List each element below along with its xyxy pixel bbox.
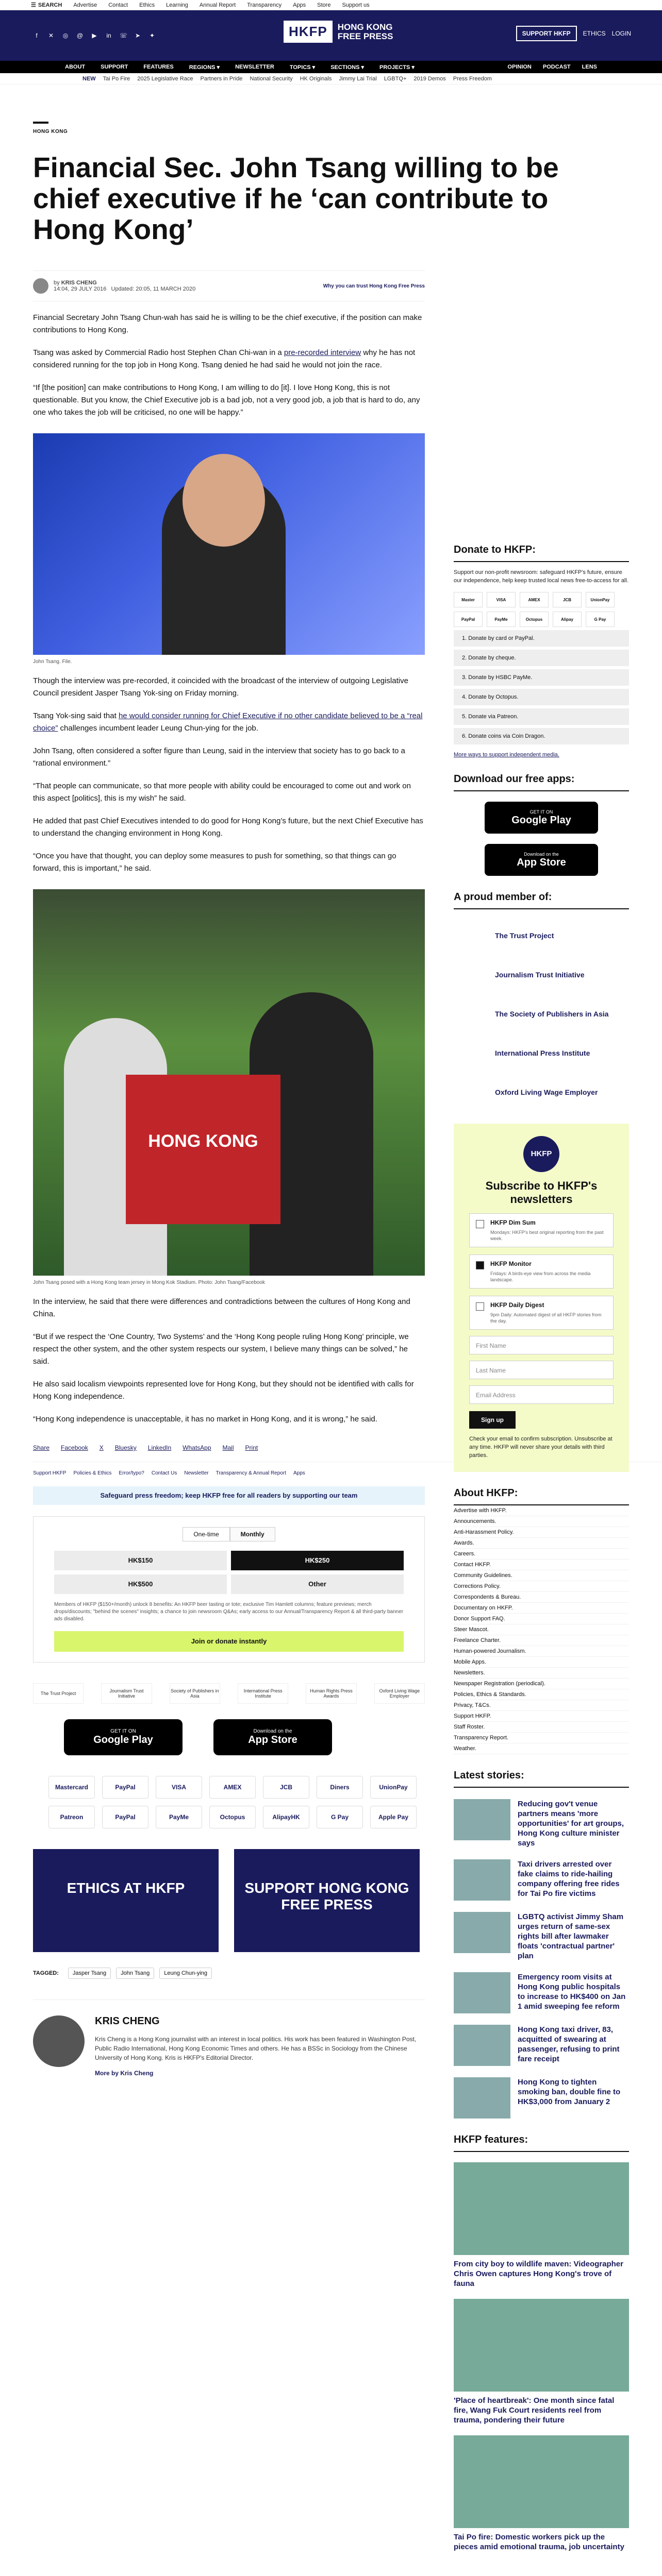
checkbox[interactable]	[476, 1220, 484, 1228]
card-logos	[454, 592, 629, 627]
paragraph: He also said localism viewpoints represented love for Hong Kong, but they should not be identified with calls for Hong Kong independence.	[33, 1380, 414, 1401]
site-header	[0, 10, 662, 61]
member-logo[interactable]: Journalism Trust Initiative	[495, 971, 585, 979]
about-link[interactable]: Transparency Report.	[454, 1733, 629, 1743]
card-logo: PayMe	[487, 612, 516, 627]
email-input[interactable]: Email Address	[469, 1385, 614, 1404]
subnav-item[interactable]: Jimmy Lai Trial	[339, 75, 377, 82]
latest-story[interactable]: Hong Kong taxi driver, 83, acquitted of swearing at passenger, refusing to print fare receipt	[454, 2025, 629, 2066]
checkbox-checked[interactable]	[476, 1261, 484, 1269]
consider-running-link[interactable]: he would consider running for Chief Executive if no other candidate believed to be a “real choice”	[33, 711, 423, 733]
instagram-icon[interactable]: ◎	[62, 32, 69, 39]
x-icon[interactable]: ✕	[48, 32, 54, 39]
card-logo: VISA	[487, 592, 516, 607]
share-label: Share	[33, 1444, 50, 1451]
meta-link[interactable]: Contact Us	[151, 1470, 177, 1476]
badge[interactable]: Human Rights Press Awards	[306, 1683, 356, 1704]
about-link[interactable]: Careers.	[454, 1549, 629, 1560]
latest-story[interactable]: Reducing gov't venue partners means 'more opportunities' for art groups, Hong Kong culture minister says	[454, 1799, 629, 1848]
nav-item[interactable]: SUPPORT	[101, 64, 128, 70]
about-link[interactable]: Newsletters.	[454, 1668, 629, 1679]
subscribe-heading: Subscribe to HKFP's newsletters	[485, 1179, 598, 1206]
member-logo[interactable]: The Trust Project	[495, 931, 554, 940]
badge[interactable]: Oxford Living Wage Employer	[374, 1683, 425, 1704]
paragraph: “If [the position] can make contributions to Hong Kong, I am willing to do [it]. I love Hong Kong, this is not questionable. But you know, the Chief Executive job is a bad job, not a very good job, a job that is hard to do, any one who takes the job will be criticised, no one will be happy.”	[33, 383, 420, 417]
feature-story[interactable]: Tai Po fire: Domestic workers pick up the pieces amid emotional trauma, job uncertainty	[454, 2435, 629, 2552]
badge[interactable]: Journalism Trust Initiative	[101, 1683, 152, 1704]
subnav-item[interactable]: LGBTQ+	[384, 75, 407, 82]
article-body	[33, 312, 425, 1426]
latest-story[interactable]: Taxi drivers arrested over fake claims to ride-hailing company offering free rides for Tai Po fire victims	[454, 1859, 629, 1901]
paragraph: He added that past Chief Executives intended to do good for Hong Kong’s future, but the next Chief Executive has to understand the changing environment in Hong Kong.	[33, 817, 423, 838]
nav-item[interactable]: ABOUT	[65, 64, 86, 70]
logo-text: HONG KONG FREE PRESS	[337, 22, 393, 41]
support-hkfp-button[interactable]: SUPPORT HKFP	[516, 26, 577, 41]
donate-option[interactable]: 3. Donate by HSBC PayMe.	[454, 669, 629, 686]
about-link[interactable]: Community Guidelines.	[454, 1570, 629, 1581]
payment-icon[interactable]: PayPal	[102, 1806, 148, 1828]
share-linkedin[interactable]: LinkedIn	[147, 1444, 172, 1451]
more-ways-link[interactable]: More ways to support independent media.	[454, 752, 559, 758]
about-heading: About HKFP:	[454, 1487, 629, 1505]
monthly-tab[interactable]: Monthly	[230, 1527, 275, 1541]
donate-text: Support our non-profit newsroom: safeguard HKFP's future, ensure our independence, help keep trusted local news free-to-access for all.	[454, 569, 628, 584]
sidebar-google-play[interactable]: GET IT ON Google Play	[485, 802, 598, 834]
about-link[interactable]: Awards.	[454, 1538, 629, 1549]
meta-link[interactable]: Apps	[293, 1470, 305, 1476]
hkfp-circle-logo: HKFP	[523, 1136, 559, 1172]
paragraph: “Hong Kong independence is unacceptable, it has no market in Hong Kong, and it is wrong,” he said.	[33, 1415, 377, 1423]
payment-icon[interactable]: G Pay	[317, 1806, 363, 1828]
card-logo: Master	[454, 592, 483, 607]
paragraph: John Tsang, often considered a softer figure than Leung, said in the interview that society has to go back to a “rational environment.”	[33, 747, 405, 768]
badge[interactable]: Society of Publishers in Asia	[170, 1683, 220, 1704]
features-heading: HKFP features:	[454, 2134, 629, 2152]
member-logo[interactable]: International Press Institute	[495, 1049, 590, 1057]
frequency-toggle	[54, 1527, 404, 1541]
feature-image[interactable]	[454, 2299, 629, 2392]
subnav-item[interactable]: 2019 Demos	[413, 75, 446, 82]
social-icons	[33, 32, 156, 39]
share-mail[interactable]: Mail	[222, 1444, 234, 1451]
apps-heading: Download our free apps:	[454, 773, 629, 791]
sub-nav	[0, 73, 662, 84]
updated-date: Updated: 20:05, 11 MARCH 2020	[111, 286, 196, 292]
meta-link[interactable]: Support HKFP	[33, 1470, 67, 1476]
share-print[interactable]: Print	[245, 1444, 258, 1451]
topbar-link[interactable]: Store	[317, 2, 331, 8]
interview-link[interactable]: pre-recorded interview	[284, 348, 361, 357]
payment-icon[interactable]: VISA	[156, 1776, 202, 1799]
search-menu[interactable]: ☰ SEARCH	[31, 2, 62, 8]
youtube-icon[interactable]: ▶	[92, 32, 97, 39]
about-link[interactable]: Steer Mascot.	[454, 1624, 629, 1635]
donate-option[interactable]: 1. Donate by card or PayPal.	[454, 630, 629, 647]
badge[interactable]: International Press Institute	[238, 1683, 288, 1704]
paragraph: Tsang was asked by Commercial Radio host Stephen Chan Chi-wan in a pre-recorded interview why he has not considered running for the top job in Hong Kong. Tsang denied he had said he would not join the race.	[33, 348, 416, 369]
nav-item[interactable]: NEWSLETTER	[235, 64, 274, 70]
story-thumbnail[interactable]	[454, 2025, 510, 2066]
logo-box: HKFP	[284, 21, 333, 43]
publish-date: 14:04, 29 JULY 2016	[54, 286, 107, 292]
about-link[interactable]: Correspondents & Bureau.	[454, 1592, 629, 1603]
donate-option[interactable]: 5. Donate via Patreon.	[454, 708, 629, 725]
about-link[interactable]: Support HKFP.	[454, 1711, 629, 1722]
feature-image[interactable]	[454, 2162, 629, 2255]
latest-story[interactable]: Hong Kong to tighten smoking ban, double fine to HK$3,000 from January 2	[454, 2077, 629, 2119]
about-link[interactable]: Human-powered Journalism.	[454, 1646, 629, 1657]
ethics-link[interactable]: ETHICS	[583, 30, 606, 37]
newsletter-option[interactable]: HKFP Monitor Fridays: A birds-eye view from across the media landscape.	[469, 1255, 614, 1289]
paragraph: In the interview, he said that there were differences and contradictions between the cultures of Hong Kong and China.	[33, 1297, 410, 1318]
payment-icon[interactable]: Diners	[317, 1776, 363, 1799]
payment-icon[interactable]: PayMe	[156, 1806, 202, 1828]
payment-icon[interactable]: PayPal	[102, 1776, 148, 1799]
topbar-link[interactable]: Annual Report	[199, 2, 236, 8]
story-thumbnail[interactable]	[454, 2077, 510, 2119]
first-name-input[interactable]: First Name	[469, 1336, 614, 1354]
signup-button[interactable]: Sign up	[469, 1411, 516, 1429]
latest-heading: Latest stories:	[454, 1770, 629, 1788]
nav-item[interactable]: SECTIONS ▾	[330, 64, 364, 71]
subnav-item[interactable]: Tai Po Fire	[103, 75, 130, 82]
linkedin-icon[interactable]: in	[106, 32, 111, 39]
feature-story[interactable]: From city boy to wildlife maven: Videographer Chris Owen captures Hong Kong's trove of fauna	[454, 2162, 629, 2289]
feature-story[interactable]: 'Place of heartbreak': One month since fatal fire, Wang Fuk Court residents reel from trauma, pondering their future	[454, 2299, 629, 2425]
topbar-link[interactable]: Learning	[166, 2, 188, 8]
bluesky-icon[interactable]: ✦	[149, 32, 155, 39]
newsletter-option[interactable]: HKFP Daily Digest 9pm Daily: Automated digest of all HKFP stories from the day.	[469, 1296, 614, 1330]
about-link[interactable]: Privacy, T&Cs.	[454, 1700, 629, 1711]
member-logo[interactable]: The Society of Publishers in Asia	[495, 1010, 609, 1018]
subscribe-note: Check your email to confirm subscription. Unsubscribe at any time. HKFP will never share your details with third parties.	[469, 1436, 613, 1459]
story-thumbnail[interactable]	[454, 1859, 510, 1901]
topbar-link[interactable]: Contact	[108, 2, 128, 8]
about-link[interactable]: Announcements.	[454, 1516, 629, 1527]
payment-icon[interactable]: UnionPay	[370, 1776, 417, 1799]
member-logo[interactable]: Oxford Living Wage Employer	[495, 1088, 598, 1096]
last-name-input[interactable]: Last Name	[469, 1361, 614, 1379]
story-thumbnail[interactable]	[454, 1912, 510, 1953]
onetime-tab[interactable]: One-time	[183, 1527, 229, 1541]
share-whatsapp[interactable]: WhatsApp	[183, 1444, 211, 1451]
jersey-text: HONG KONG	[126, 1075, 280, 1224]
membership-note: Members of HKFP ($150+/month) unlock 8 benefits: An HKFP beer tasting or tote; exclusive Tim Hamlett columns; feature previews; merch drops/discounts; "behind the scenes" insights; a chance to join newsroom Q&As; early access to our Annual/Transparency Report & all third-party banner ads disabled.	[54, 1602, 404, 1622]
john-tsang-photo	[33, 433, 425, 655]
subnav-item[interactable]: National Security	[250, 75, 293, 82]
about-list	[454, 1505, 629, 1754]
topbar-link[interactable]: Support us	[342, 2, 370, 8]
paragraph: Though the interview was pre-recorded, it coincided with the broadcast of the interview of outgoing Legislative Council president Jasper Tsang Yok-sing on Friday morning.	[33, 676, 408, 698]
main-nav	[0, 61, 662, 73]
topbar-link[interactable]: Ethics	[139, 2, 155, 8]
about-link[interactable]: Contact HKFP.	[454, 1560, 629, 1570]
top-utility-bar	[0, 0, 662, 10]
tag[interactable]: Leung Chun-ying	[159, 1968, 212, 1979]
article-category[interactable]: HONG KONG	[33, 129, 68, 134]
paragraph: “That people can communicate, so that more people with ability could be encouraged to come out and work on this aspect [politics], this is my wish” he said.	[33, 782, 411, 803]
paragraph: “Once you have that thought, you can deploy some measures to push for something, so that things can go forward, this is important,” he said.	[33, 852, 396, 873]
story-thumbnail[interactable]	[454, 1799, 510, 1840]
about-link[interactable]: Freelance Charter.	[454, 1635, 629, 1646]
sidebar	[454, 529, 629, 2552]
nav-item[interactable]: OPINION	[507, 64, 532, 70]
newsletter-option[interactable]: HKFP Dim Sum Mondays: HKFP's best original reporting from the past week.	[469, 1213, 614, 1247]
paragraph: Tsang Yok-sing said that he would consider running for Chief Executive if no other candidate believed to be a “real choice” challenges incumbent leader Leung Chun-ying for the job.	[33, 711, 423, 733]
card-logo: PayPal	[454, 612, 483, 627]
about-link[interactable]: Policies, Ethics & Standards.	[454, 1689, 629, 1700]
tag[interactable]: John Tsang	[116, 1968, 154, 1979]
menu-icon: ☰	[31, 2, 36, 8]
author-box	[33, 1999, 425, 2077]
google-play-button[interactable]: GET IT ON Google Play	[64, 1719, 183, 1755]
payment-icon[interactable]: Patreon	[48, 1806, 95, 1828]
payment-icon[interactable]: AlipayHK	[263, 1806, 309, 1828]
nav-item[interactable]: FEATURES	[143, 64, 174, 70]
subnav-item[interactable]: Partners in Pride	[200, 75, 243, 82]
author-photo	[33, 2015, 85, 2067]
photo-caption: John Tsang posed with a Hong Kong team jersey in Mong Kok Stadium. Photo: John Tsang/Facebook	[33, 1280, 265, 1285]
app-store-button[interactable]: Download on the App Store	[213, 1719, 332, 1755]
subnav-item[interactable]: HK Originals	[300, 75, 332, 82]
telegram-icon[interactable]: ➤	[135, 32, 141, 39]
new-label: NEW	[82, 75, 96, 82]
donate-option[interactable]: 6. Donate coins via Coin Dragon.	[454, 728, 629, 744]
payment-icon[interactable]: Mastercard	[48, 1776, 95, 1799]
donate-banner[interactable]: Safeguard press freedom; keep HKFP free for all readers by supporting our team	[33, 1486, 425, 1505]
paragraph: Financial Secretary John Tsang Chun-wah has said he is willing to be the chief executive, if the position can make contributions to Hong Kong.	[33, 313, 422, 334]
meta-link[interactable]: Newsletter	[184, 1470, 209, 1476]
amount-option-selected[interactable]: HK$250	[231, 1551, 404, 1570]
trust-link[interactable]: Why you can trust Hong Kong Free Press	[323, 283, 425, 289]
ethics-promo[interactable]: ETHICS AT HKFP	[33, 1849, 219, 1952]
card-logo: UnionPay	[586, 592, 615, 607]
badge[interactable]: The Trust Project	[33, 1683, 84, 1704]
facebook-icon[interactable]: f	[36, 32, 38, 39]
about-link[interactable]: Newspaper Registration (periodical).	[454, 1679, 629, 1689]
member-badges	[33, 1683, 425, 1704]
nav-item[interactable]: TOPICS ▾	[289, 64, 316, 71]
donate-option[interactable]: 2. Donate by cheque.	[454, 650, 629, 666]
author-link[interactable]: KRIS CHENG	[61, 280, 97, 286]
amount-option-other[interactable]: Other	[231, 1574, 404, 1594]
amount-options	[54, 1551, 404, 1594]
byline-text: by KRIS CHENG 14:04, 29 JULY 2016 Updated: 20:05, 11 MARCH 2020	[54, 280, 196, 292]
title-rule	[33, 122, 48, 124]
more-by-author-link[interactable]: More by Kris Cheng	[95, 2070, 154, 2077]
latest-story[interactable]: Emergency room visits at Hong Kong public hospitals to increase to HK$400 on Jan 1 amid sweeping fee reform	[454, 1972, 629, 2013]
nav-item[interactable]: LENS	[582, 64, 597, 70]
threads-icon[interactable]: @	[76, 32, 84, 39]
payment-icon[interactable]: JCB	[263, 1776, 309, 1799]
about-link[interactable]: Documentary on HKFP.	[454, 1603, 629, 1614]
about-link[interactable]: Staff Roster.	[454, 1722, 629, 1733]
author-avatar	[33, 278, 48, 294]
donation-widget	[33, 1516, 425, 1663]
login-link[interactable]: LOGIN	[611, 30, 631, 37]
member-heading: A proud member of:	[454, 891, 629, 909]
card-logo: Octopus	[520, 612, 549, 627]
latest-story[interactable]: LGBTQ activist Jimmy Sham urges return of same-sex rights bill after lawmaker floats 'contractual partner' plan	[454, 1912, 629, 1961]
nav-item[interactable]: PROJECTS ▾	[379, 64, 415, 71]
amount-option[interactable]: HK$500	[54, 1574, 227, 1594]
article-title: Financial Sec. John Tsang willing to be chief executive if he ‘can contribute to Hong Kong’	[33, 151, 559, 245]
subnav-item[interactable]: 2025 Legislative Race	[137, 75, 193, 82]
amount-option[interactable]: HK$150	[54, 1551, 227, 1570]
payment-icon[interactable]: Octopus	[209, 1806, 256, 1828]
share-bluesky[interactable]: Bluesky	[114, 1444, 137, 1451]
about-link[interactable]: Mobile Apps.	[454, 1657, 629, 1668]
meta-link[interactable]: Error/typo?	[119, 1470, 144, 1476]
feature-image[interactable]	[454, 2435, 629, 2528]
join-donate-button[interactable]: Join or donate instantly	[54, 1631, 404, 1652]
payment-icon[interactable]: Apple Pay	[370, 1806, 417, 1828]
topbar-link[interactable]: Transparency	[247, 2, 282, 8]
photo-caption: John Tsang. File.	[33, 659, 72, 665]
about-link[interactable]: Weather.	[454, 1743, 629, 1754]
topbar-link[interactable]: Apps	[293, 2, 306, 8]
header-actions	[516, 26, 631, 41]
about-link[interactable]: Advertise with HKFP.	[454, 1505, 629, 1516]
stadium-jersey-photo	[33, 889, 425, 1276]
sidebar-app-store[interactable]: Download on the App Store	[485, 844, 598, 876]
newsletter-signup	[454, 1124, 629, 1472]
story-thumbnail[interactable]	[454, 1972, 510, 2013]
paragraph: “But if we respect the ‘One Country, Two Systems’ and the ‘Hong Kong people ruling Hong Kong’ principle, we respect the other system, and the other system respects our system, I believe many things can be solved,” he said.	[33, 1332, 409, 1366]
card-logo: JCB	[553, 592, 582, 607]
site-logo[interactable]	[284, 21, 393, 43]
subnav-item[interactable]: Press Freedom	[453, 75, 492, 82]
card-logo: G Pay	[586, 612, 615, 627]
donate-heading: Donate to HKFP:	[454, 544, 629, 562]
meta-link[interactable]: Transparency & Annual Report	[216, 1470, 286, 1476]
article-main	[0, 122, 662, 2551]
whatsapp-icon[interactable]: ☏	[120, 32, 128, 39]
card-logo: AMEX	[520, 592, 549, 607]
author-bio: Kris Cheng is a Hong Kong journalist with an interest in local politics. His work has been featured in Washington Post, Public Radio International, Hong Kong Economic Times and others. He has a BSSc in Sociology from the Chinese University of Hong Kong. Kris is HKFP's Editorial Director.	[95, 2036, 417, 2061]
byline	[33, 270, 425, 301]
tags-label: TAGGED:	[33, 1970, 59, 1976]
card-logo: Alipay	[553, 612, 582, 627]
share-facebook[interactable]: Facebook	[61, 1444, 88, 1451]
nav-item[interactable]: REGIONS ▾	[189, 64, 220, 71]
about-link[interactable]: Donor Support FAQ.	[454, 1614, 629, 1624]
topbar-link[interactable]: Advertise	[73, 2, 97, 8]
support-promo[interactable]: SUPPORT HONG KONG FREE PRESS	[234, 1849, 420, 1952]
donate-option[interactable]: 4. Donate by Octopus.	[454, 689, 629, 705]
share-x[interactable]: X	[99, 1444, 104, 1451]
nav-item[interactable]: PODCAST	[542, 64, 571, 70]
about-link[interactable]: Corrections Policy.	[454, 1581, 629, 1592]
tag[interactable]: Jasper Tsang	[68, 1968, 111, 1979]
payment-icon[interactable]: AMEX	[209, 1776, 256, 1799]
about-link[interactable]: Anti-Harassment Policy.	[454, 1527, 629, 1538]
meta-link[interactable]: Policies & Ethics	[73, 1470, 112, 1476]
checkbox[interactable]	[476, 1302, 484, 1311]
author-name[interactable]: KRIS CHENG	[95, 2015, 160, 2027]
